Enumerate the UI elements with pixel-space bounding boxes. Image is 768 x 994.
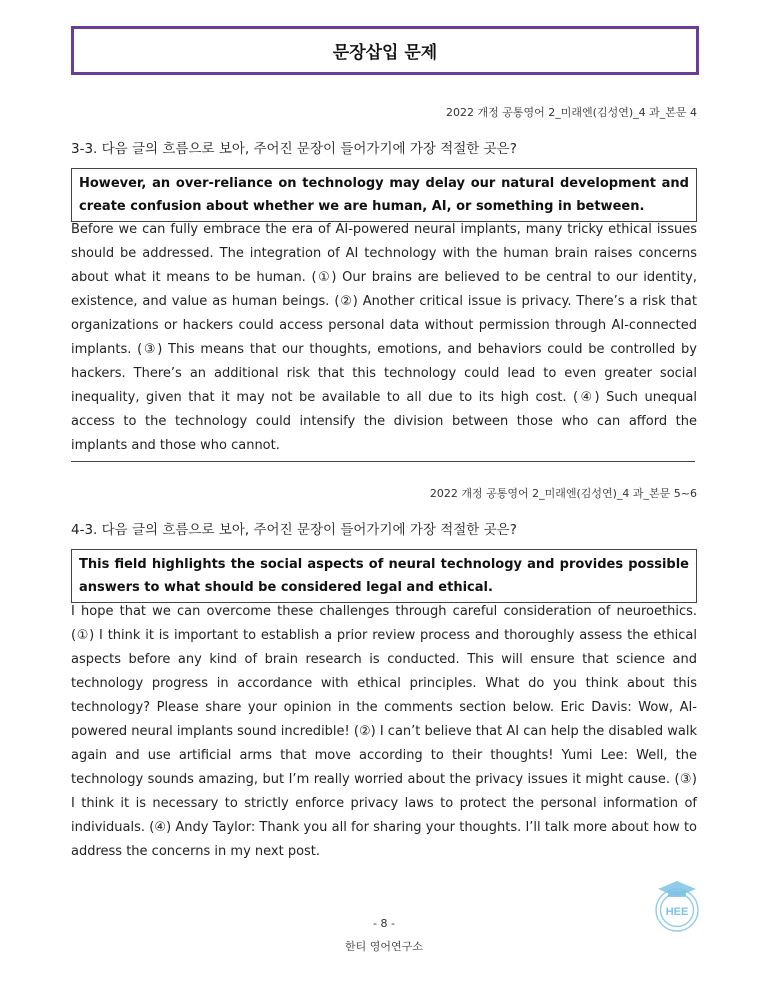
section-2-given-sentence: This field highlights the social aspects of neural technology and provides possible answers to what should be considered legal and ethical. xyxy=(71,549,697,603)
section-2-passage: I hope that we can overcome these challenges through careful consideration of neuroethics. (①) I think it is important to establish a prior review process and thoroughly assess the ethical aspects before any kind of brain research is conducted. This will ensure that science and technology progress in accordance with ethical principles. What do you think about this technology? Please share your opinion in the comments section below. Eric Davis: Wow, AI-powered neural implants sound incredible! (②) I can’t believe that AI can help the disabled walk again and use artificial arms that move according to their thoughts! Yumi Lee: Well, the technology sounds amazing, but I’m really worried about the privacy issues it might cause. (③) I think it is necessary to strictly enforce privacy laws to protect the personal information of individuals. (④) Andy Taylor: Thank you all for sharing your thoughts. I’ll talk more about how to address the concerns in my next post. xyxy=(71,604,697,859)
publisher-name: 한티 영어연구소 xyxy=(345,940,423,953)
page-title: 문장삽입 문제 xyxy=(332,43,438,63)
section-2-source: 2022 개정 공통영어 2_미래엔(김성연)_4 과_본문 5~6 xyxy=(429,487,697,500)
page-number: - 8 - xyxy=(373,917,395,930)
section-1-source: 2022 개정 공통영어 2_미래엔(김성연)_4 과_본문 4 xyxy=(446,106,697,119)
section-1-given-sentence: However, an over-reliance on technology may delay our natural development and create confusion about whether we are human, AI, or something in between. xyxy=(71,168,697,222)
logo-text: HEE xyxy=(665,906,689,918)
section-1-question: 3-3. 다음 글의 흐름으로 보아, 주어진 문장이 들어가기에 가장 적절한 곳은? xyxy=(71,141,517,157)
section-divider xyxy=(71,461,695,462)
hee-logo-icon xyxy=(652,878,702,934)
section-1-passage: Before we can fully embrace the era of AI-powered neural implants, many tricky ethical issues should be addressed. The integration of AI technology with the human brain raises concerns about what it means to be human. (①) Our brains are believed to be central to our identity, existence, and value as human beings. (②) Another critical issue is privacy. There’s a risk that organizations or hackers could access personal data without permission through AI-connected implants. (③) This means that our thoughts, emotions, and behaviors could be controlled by hackers. There’s an additional risk that this technology could lead to even greater social inequality, given that it may not be available to all due to its high cost. (④) Such unequal access to the technology could intensify the division between those who can afford the implants and those who cannot. xyxy=(71,222,697,453)
page-title-box xyxy=(71,26,699,75)
section-2-question: 4-3. 다음 글의 흐름으로 보아, 주어진 문장이 들어가기에 가장 적절한 곳은? xyxy=(71,522,517,538)
